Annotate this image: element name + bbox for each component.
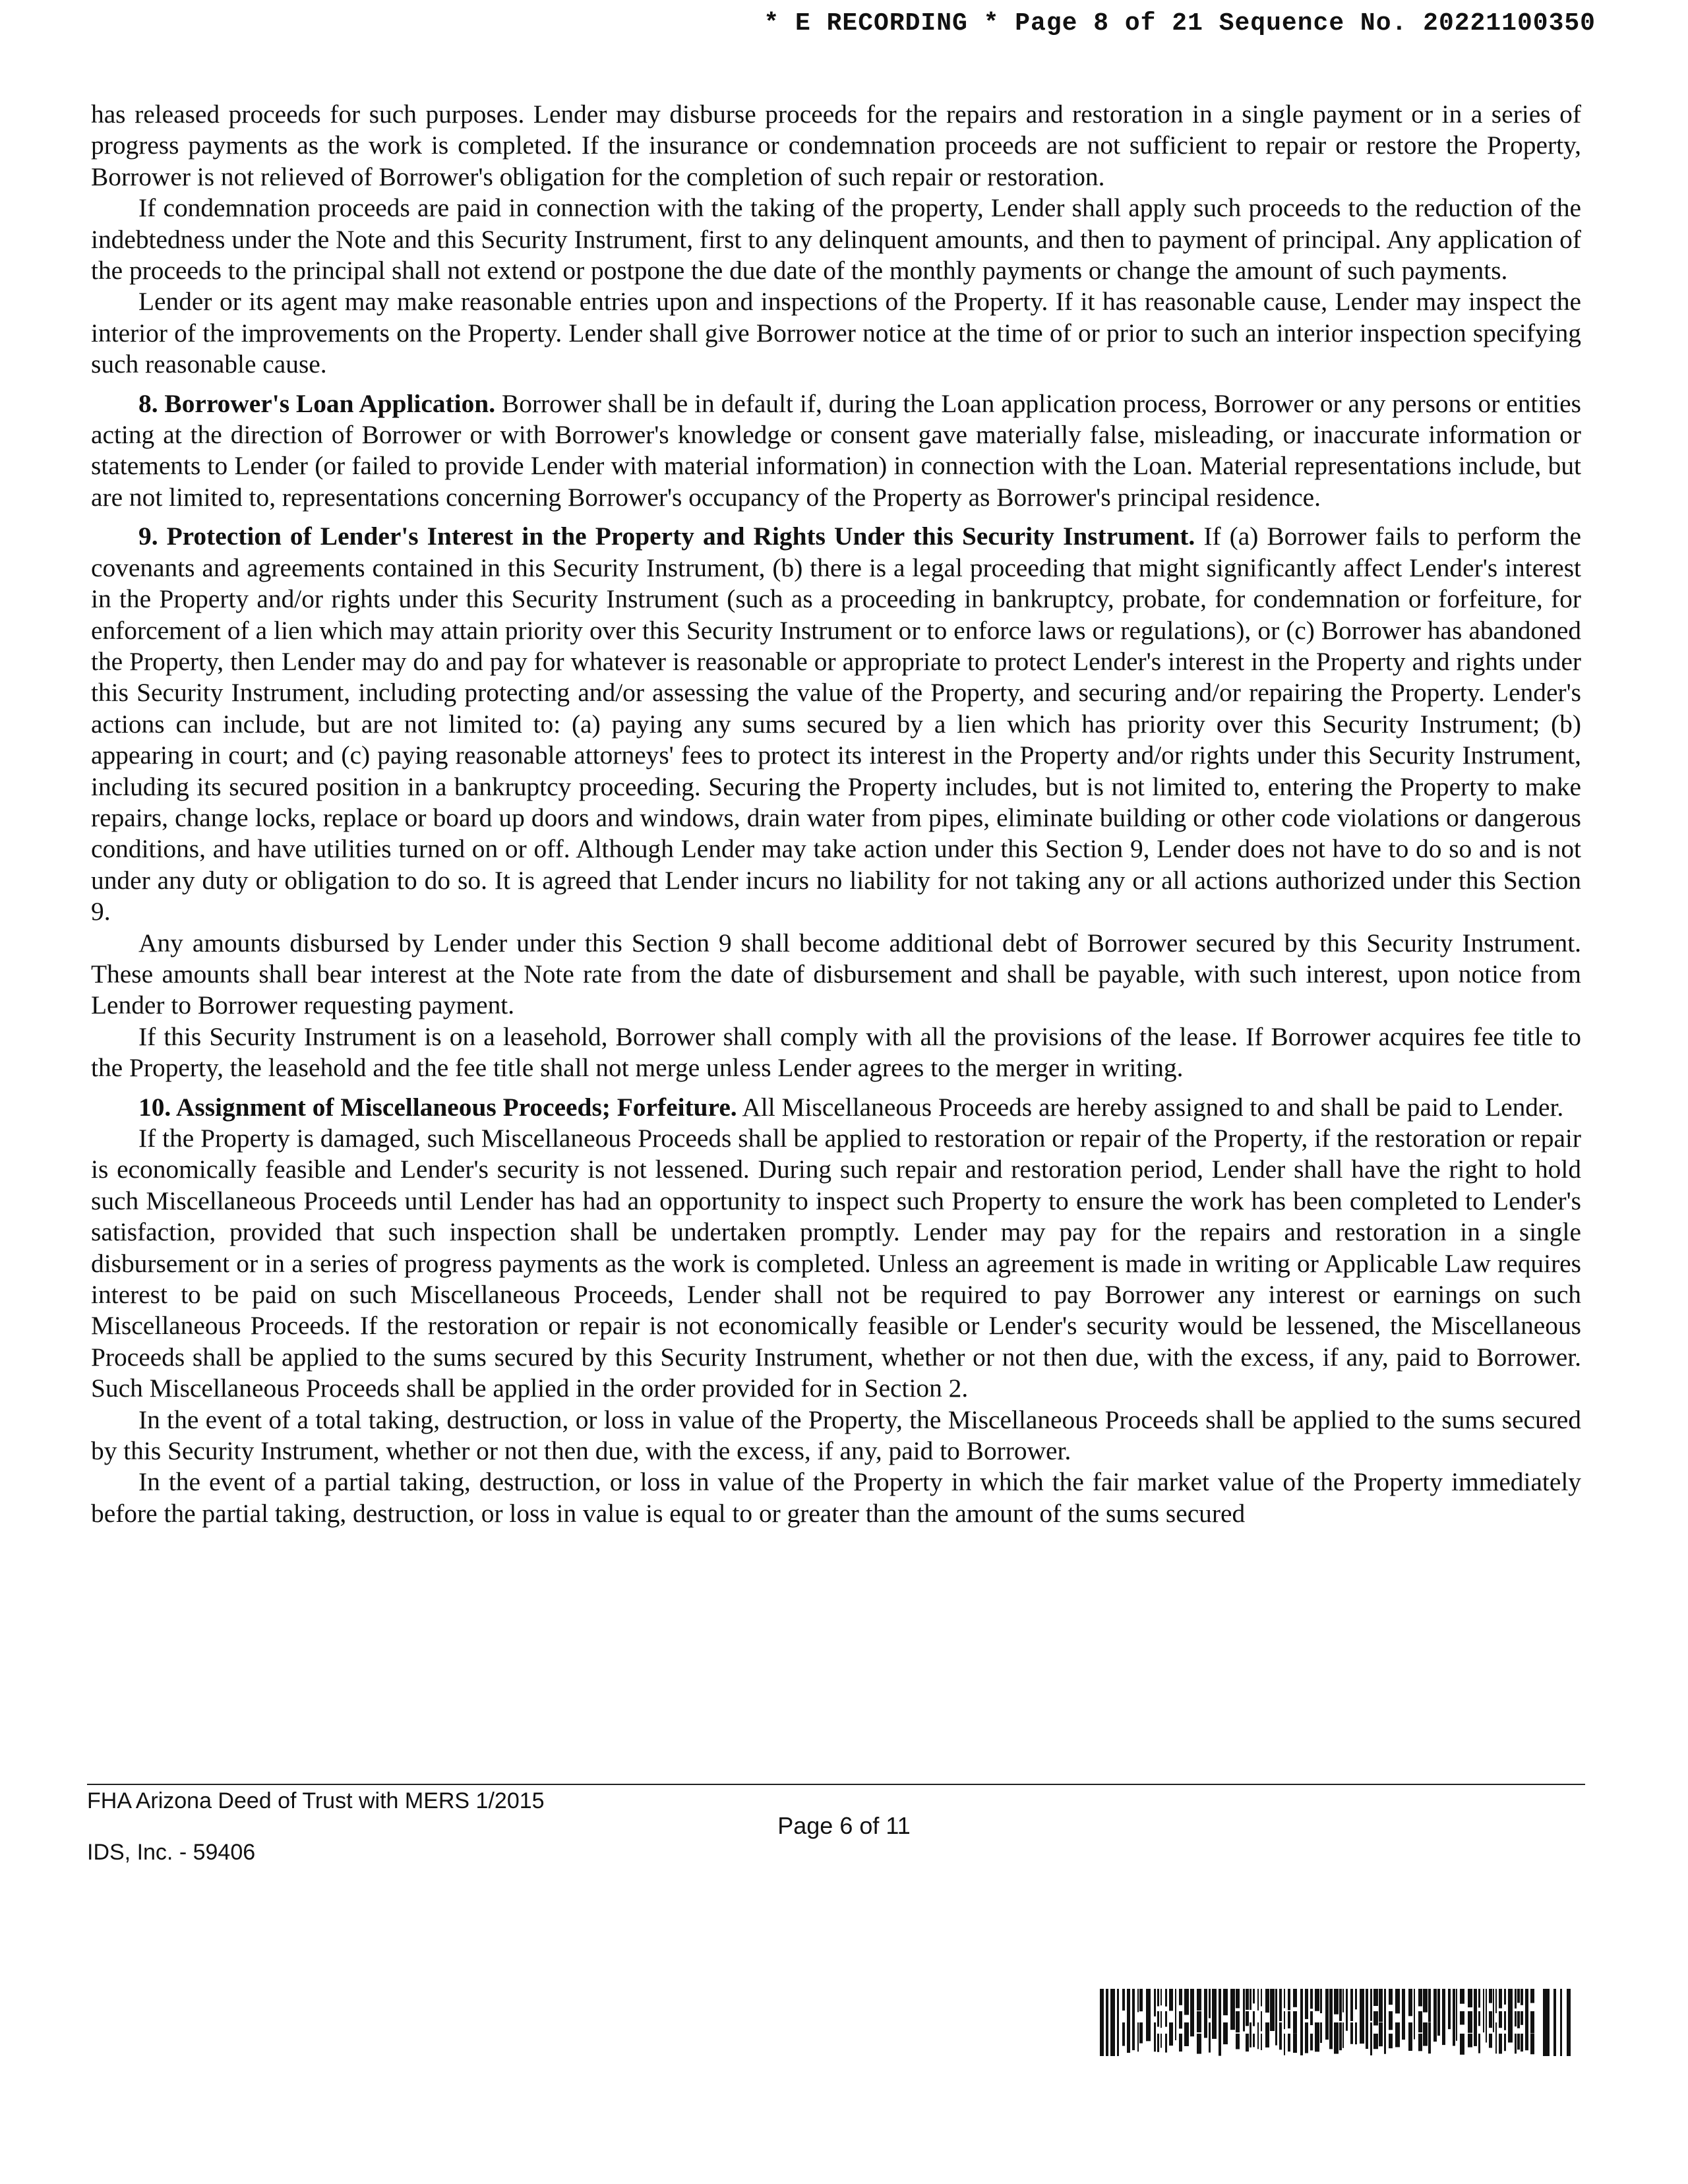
section-9 — [91, 521, 1581, 927]
barcode-bar — [1253, 1989, 1255, 2003]
barcode-bar — [1395, 1989, 1400, 2013]
barcode-image — [1100, 1989, 1573, 2056]
barcode-bar — [1460, 1989, 1464, 2004]
barcode-bar — [1334, 1989, 1339, 2015]
barcode-bar — [1339, 2022, 1342, 2050]
barcode-bar — [1106, 1989, 1108, 2056]
barcode-bar — [1320, 1989, 1322, 2013]
barcode-bar — [1197, 2011, 1201, 2032]
barcode-bar — [1373, 2011, 1378, 2026]
barcode-bar — [1253, 2034, 1255, 2047]
barcode-bar — [1373, 2034, 1378, 2049]
barcode-bar — [1423, 1989, 1428, 2013]
barcode-bar — [1288, 2011, 1290, 2028]
barcode-bar — [1288, 1989, 1290, 2010]
barcode-bar — [1165, 2034, 1167, 2053]
section-10-heading: 10. Assignment of Miscellaneous Proceeds; Forfeiture. — [138, 1092, 737, 1122]
barcode-bar — [1493, 1989, 1494, 2032]
recording-header: * E RECORDING * Page 8 of 21 Sequence No. 20221100350 — [764, 9, 1596, 38]
barcode-bar — [1486, 1989, 1487, 2042]
barcode-bar — [1310, 2011, 1313, 2025]
barcode-bar — [1508, 1989, 1513, 2042]
barcode-bar — [1408, 1989, 1412, 2016]
barcode-bar — [1293, 2011, 1297, 2034]
barcode-bar — [1261, 2011, 1262, 2031]
footer-divider — [87, 1784, 1585, 1785]
barcode-bar — [1246, 1989, 1249, 2010]
barcode-bar — [1499, 2034, 1502, 2053]
barcode-bar — [1329, 1989, 1333, 2049]
barcode-bar — [1315, 2022, 1319, 2051]
barcode-bar — [1257, 2022, 1259, 2049]
barcode-bar — [1456, 1989, 1457, 2041]
barcode-bar — [1288, 2034, 1290, 2051]
barcode-bar — [1305, 2022, 1308, 2053]
barcode-bar — [1355, 1989, 1357, 2009]
barcode-bar — [1223, 1989, 1228, 2015]
barcode-bar — [1530, 2034, 1534, 2054]
barcode-bar — [1437, 1989, 1440, 2036]
barcode-bar — [1504, 2011, 1506, 2030]
barcode-bar — [1530, 1989, 1534, 2003]
barcode-bar — [1165, 2011, 1167, 2027]
barcode-bar — [1521, 1989, 1523, 2005]
barcode-bar — [1169, 2022, 1173, 2046]
barcode-bar — [1197, 1989, 1201, 2011]
barcode-bar — [1360, 1989, 1364, 2044]
barcode-bar — [1342, 1989, 1344, 2013]
section-10-paragraph-2: If the Property is damaged, such Miscellaneous Proceeds shall be applied to restoration or repair of the Property, if the restoration or repair is economically feasible and Lender's security is not lessened. During such repair and restoration period, Lender shall have the right to hold such Miscellaneous Proceeds until Lender has had an opportunity to inspect such Property to ensure the work has been completed to Lender's satisfaction, provided that such inspection shall be undertaken promptly. Lender may pay for the repairs and restoration in a single disbursement or in a series of progress payments as the work is completed. Unless an agreement is made in writing or Applicable Law requires interest to be paid on such Miscellaneous Proceeds, Lender shall not be required to pay Borrower any interest or earnings on such Miscellaneous Proceeds. If the restoration or repair is not economically feasible or Lender's security would be lessened, the Miscellaneous Proceeds shall be applied to the sums secured by this Security Instrument, whether or not then due, with the excess, if any, paid to Borrower. Such Miscellaneous Proceeds shall be applied in the order provided for in Section 2. — [91, 1124, 1581, 1403]
barcode-bar — [1293, 2034, 1297, 2053]
barcode-bar — [1305, 1989, 1308, 2019]
footer-page-number: Page 6 of 11 — [777, 1812, 911, 1839]
barcode-bar — [1165, 1989, 1167, 2007]
barcode-bar — [1478, 1989, 1480, 2008]
barcode-bar — [1453, 1989, 1455, 2046]
barcode-bar — [1423, 2022, 1428, 2046]
barcode-bar — [1100, 1989, 1104, 2056]
section-10-paragraph-3: In the event of a total taking, destruction, or loss in value of the Property, the Miscellaneous Proceeds shall be applied to the sums secured by this Security Instrument, whether or not then due, with the excess, if any, paid to Borrower. — [91, 1405, 1581, 1466]
barcode-bar — [1517, 2034, 1520, 2049]
section-9-paragraph-2: Any amounts disbursed by Lender under this Section 9 shall become additional debt of Borrower secured by this Security Instrument. These amounts shall bear interest at the Note rate from the date of disbursement and shall be payable, with such interest, upon notice from Lender to Borrower requesting payment. — [91, 928, 1581, 1020]
barcode-bar — [1236, 1989, 1240, 2008]
barcode-bar — [1428, 2022, 1431, 2053]
barcode-bar — [1212, 1989, 1217, 2039]
barcode-bar — [1261, 2034, 1262, 2050]
barcode-bar — [1515, 2011, 1517, 2026]
barcode-bar — [1246, 2034, 1249, 2051]
barcode-bar — [1197, 2034, 1201, 2054]
barcode-bar — [1418, 1989, 1422, 2007]
barcode-bar — [1483, 1989, 1484, 2032]
barcode-bar — [1265, 1989, 1269, 2013]
barcode-bar — [1190, 1989, 1194, 2036]
section-8-text: Borrower shall be in default if, during the Loan application process, Borrower or any persons or entities acting at the direction of Borrower or with Borrower's knowledge or consent gave materially false, misleading, or inaccurate information or statements to Lender (or failed to provide Lender with material information) in connection with the Loan. Material representations include, but are not limited to, representations concerning Borrower's occupancy of the Property as Borrower's principal residence. — [91, 388, 1581, 512]
barcode-bar — [1384, 1989, 1386, 2054]
barcode-bar — [1495, 1989, 1497, 2013]
barcode-bar — [1495, 2022, 1497, 2053]
barcode-bar — [1261, 1989, 1262, 2007]
barcode-bar — [1418, 2011, 1422, 2032]
barcode-bar — [1122, 2022, 1125, 2046]
barcode-bar — [1504, 2034, 1506, 2051]
barcode-bar — [1122, 1989, 1125, 2011]
barcode-bar — [1525, 1989, 1528, 2050]
barcode-bar — [1275, 1989, 1277, 2046]
footer-vendor: IDS, Inc. - 59406 — [87, 1840, 256, 1865]
barcode-bar — [1355, 2022, 1357, 2044]
barcode-bar — [1270, 1989, 1275, 2031]
barcode-bar — [1530, 2011, 1534, 2034]
barcode-bar — [1236, 2011, 1240, 2032]
barcode-bar — [1110, 1989, 1115, 2056]
barcode-bar — [1433, 1989, 1437, 2042]
barcode-bar — [1160, 1989, 1162, 2005]
barcode-bar — [1230, 1989, 1235, 2030]
paragraph-inspection: Lender or its agent may make reasonable entries upon and inspections of the Property. If it has reasonable cause, Lender may inspect the interior of the improvements on the Property. Lender shall give Borrower notice at the time of or prior to such an interior inspection specifying such reasonable cause. — [91, 287, 1581, 379]
barcode-bar — [1160, 2011, 1162, 2028]
section-8 — [91, 388, 1581, 514]
barcode-bar — [1284, 1989, 1285, 2008]
barcode-bar — [1350, 1989, 1353, 2021]
barcode-bar — [1370, 2022, 1372, 2055]
barcode-bar — [1517, 1989, 1520, 2003]
barcode-bar — [1246, 2011, 1249, 2026]
barcode-bar — [1370, 1989, 1372, 2021]
document-body — [91, 99, 1581, 1529]
barcode-bar — [1521, 2034, 1523, 2051]
barcode-bar — [1339, 1989, 1342, 2021]
barcode-bar — [1184, 2022, 1189, 2046]
barcode-bar — [1389, 2034, 1393, 2048]
barcode-bar — [1408, 2022, 1412, 2051]
barcode-bar — [1209, 1989, 1211, 2018]
barcode-bar — [1504, 1989, 1506, 2005]
barcode-bar — [1489, 2034, 1492, 2048]
barcode-bar — [1293, 1989, 1297, 2007]
barcode-bar — [1179, 2011, 1182, 2028]
barcode-bar — [1157, 2011, 1159, 2027]
barcode-bar — [1243, 1989, 1245, 2032]
barcode-bar — [1334, 2022, 1339, 2054]
barcode-bar — [1132, 1989, 1135, 2050]
barcode-bar — [1489, 2011, 1492, 2028]
barcode-bar — [1515, 1989, 1517, 2009]
barcode-bar — [1395, 2022, 1400, 2047]
barcode-bar — [1414, 1989, 1415, 2040]
barcode-bar — [1342, 2022, 1344, 2048]
barcode-bar — [1204, 1989, 1207, 2038]
paragraph-condemnation: If condemnation proceeds are paid in connection with the taking of the property, Lender shall apply such proceeds to the reduction of the indebtedness under the Note and this Security Instrument, first to any delinquent amounts, and then to payment of principal. Any application of the proceeds to the principal shall not extend or postpone the due date of the monthly payments or change the amount of such payments. — [91, 193, 1581, 286]
footer-form-name: FHA Arizona Deed of Trust with MERS 1/2015 — [87, 1788, 545, 1813]
section-8-heading: 8. Borrower's Loan Application. — [138, 388, 496, 418]
barcode-bar — [1184, 1989, 1189, 2015]
barcode-bar — [1560, 1989, 1562, 2056]
paragraph-continued: has released proceeds for such purposes. Lender may disburse proceeds for the repairs and restoration in a single payment or in a series of progress payments as the work is completed. If the insurance or condemnation proceeds are not sufficient to repair or restore the Property, Borrower is not relieved of Borrower's obligation for the completion of such repair or restoration. — [91, 100, 1581, 191]
barcode-bar — [1279, 2022, 1282, 2049]
section-10-text: All Miscellaneous Proceeds are hereby assigned to and shall be paid to Lender. — [737, 1092, 1564, 1122]
barcode-bar — [1428, 1989, 1431, 2022]
section-10-paragraph-4: In the event of a partial taking, destruction, or loss in value of the Property in which the fair market value of the Property immediately before the partial taking, destruction, or loss in value is equal to or greater than the amount of the sums secured — [91, 1467, 1581, 1528]
barcode-bar — [1300, 1989, 1303, 2055]
barcode-bar — [1553, 1989, 1556, 2056]
barcode-bar — [1137, 2022, 1139, 2051]
barcode-bar — [1219, 1989, 1221, 2056]
barcode-bar — [1474, 1989, 1477, 2046]
barcode-bar — [1157, 1989, 1159, 2006]
barcode-bar — [1284, 2034, 1285, 2055]
barcode-bar — [1499, 2011, 1502, 2028]
barcode-bar — [1179, 1989, 1182, 2005]
barcode-bar — [1160, 2034, 1162, 2048]
barcode-bar — [1448, 1989, 1451, 2029]
barcode-bar — [1389, 2011, 1393, 2030]
barcode-bar — [1468, 2011, 1472, 2033]
barcode-bar — [1366, 1989, 1368, 2049]
barcode-bar — [1373, 1989, 1378, 2006]
barcode-bar — [1521, 2011, 1523, 2025]
barcode-bar — [1236, 2034, 1240, 2049]
barcode-bar — [1265, 2022, 1269, 2048]
barcode-bar — [1253, 2011, 1255, 2026]
barcode-bar — [1257, 1989, 1259, 2011]
barcode-bar — [1478, 2011, 1480, 2026]
barcode-bar — [1250, 1989, 1251, 2010]
barcode-bar — [1567, 1989, 1571, 2056]
barcode-bar — [1284, 2011, 1285, 2029]
barcode-bar — [1223, 2022, 1228, 2044]
barcode-bar — [1279, 1989, 1282, 2021]
barcode-bar — [1515, 2034, 1517, 2053]
barcode-bar — [1468, 2034, 1472, 2048]
barcode-bar — [1310, 2034, 1313, 2050]
barcode-bar — [1137, 1989, 1139, 2012]
barcode-bar — [1175, 1989, 1176, 2040]
barcode-bar — [1310, 1989, 1313, 2009]
barcode-bar — [1154, 1989, 1156, 2017]
barcode-bar — [1460, 2034, 1464, 2055]
barcode-bar — [1478, 2034, 1480, 2053]
barcode-bar — [1379, 2022, 1383, 2046]
section-9-text: If (a) Borrower fails to perform the covenants and agreements contained in this Security Instrument, (b) there is a legal proceeding that might significantly affect Lender's interest in the Property and/or rights under this Security Instrument (such as a proceeding in bankruptcy, probate, for condemnation or forfeiture, for enforcement of a lien which may attain priority over this Security Instrument or to enforce laws or regulations), or (c) Borrower has abandoned the Property, then Lender may do and pay for whatever is reasonable or appropriate to protect Lender's interest in the Property and rights under this Security Instrument, including protecting and/or assessing the value of the Property, and securing and/or repairing the Property. Lender's actions can include, but are not limited to: (a) paying any sums secured by a lien which has priority over this Security Instrument; (b) appearing in court; and (c) paying reasonable attorneys' fees to protect its interest in the Property and/or rights under this Security Instrument, including its secured position in a bankruptcy proceeding. Securing the Property includes, but is not limited to, entering the Property to make repairs, change locks, replace or board up doors and windows, drain water from pipes, eliminate building or other code violations or dangerous conditions, and have utilities turned on or off. Although Lender may take action under this Section 9, Lender does not have to do so and is not under any duty or obligation to do so. It is agreed that Lender incurs no liability for not taking any or all actions authorized under this Section 9. — [91, 522, 1581, 926]
barcode-bar — [1320, 2022, 1322, 2043]
barcode-bar — [1350, 2022, 1353, 2044]
barcode-bar — [1543, 1989, 1550, 2056]
barcode-bar — [1346, 1989, 1348, 2031]
barcode-bar — [1517, 2011, 1520, 2028]
barcode-bar — [1179, 2034, 1182, 2051]
barcode-bar — [1250, 2022, 1251, 2048]
barcode-bar — [1402, 1989, 1405, 2040]
barcode-bar — [1209, 2022, 1211, 2053]
barcode-bar — [1489, 1989, 1492, 2003]
barcode-bar — [1325, 1989, 1329, 2040]
barcode-bar — [1468, 1989, 1472, 2007]
barcode-bar — [1157, 2034, 1159, 2052]
barcode-bar — [1418, 2034, 1422, 2051]
barcode-bar — [1499, 1989, 1502, 2009]
barcode-bar — [1315, 1989, 1319, 2011]
section-9-paragraph-3: If this Security Instrument is on a leasehold, Borrower shall comply with all the provisions of the lease. If Borrower acquires fee title to the Property, the leasehold and the fee title shall not merge unless Lender agrees to the merger in writing. — [91, 1021, 1581, 1083]
barcode-bar — [1389, 1989, 1393, 2005]
barcode-bar — [1146, 1989, 1151, 2041]
section-9-heading: 9. Protection of Lender's Interest in the Property and Rights Under this Security Instrument. — [138, 522, 1195, 551]
barcode-bar — [1379, 1989, 1383, 2022]
barcode-bar — [1139, 1989, 1143, 2011]
barcode-bar — [1442, 1989, 1445, 2045]
section-10 — [91, 1092, 1581, 1123]
barcode-bar — [1117, 1989, 1119, 2056]
barcode-bar — [1139, 2022, 1143, 2044]
barcode-bar — [1460, 2011, 1464, 2024]
barcode-bar — [1127, 1989, 1130, 2053]
barcode-bar — [1154, 2022, 1156, 2051]
barcode-bar — [1169, 1989, 1173, 2011]
